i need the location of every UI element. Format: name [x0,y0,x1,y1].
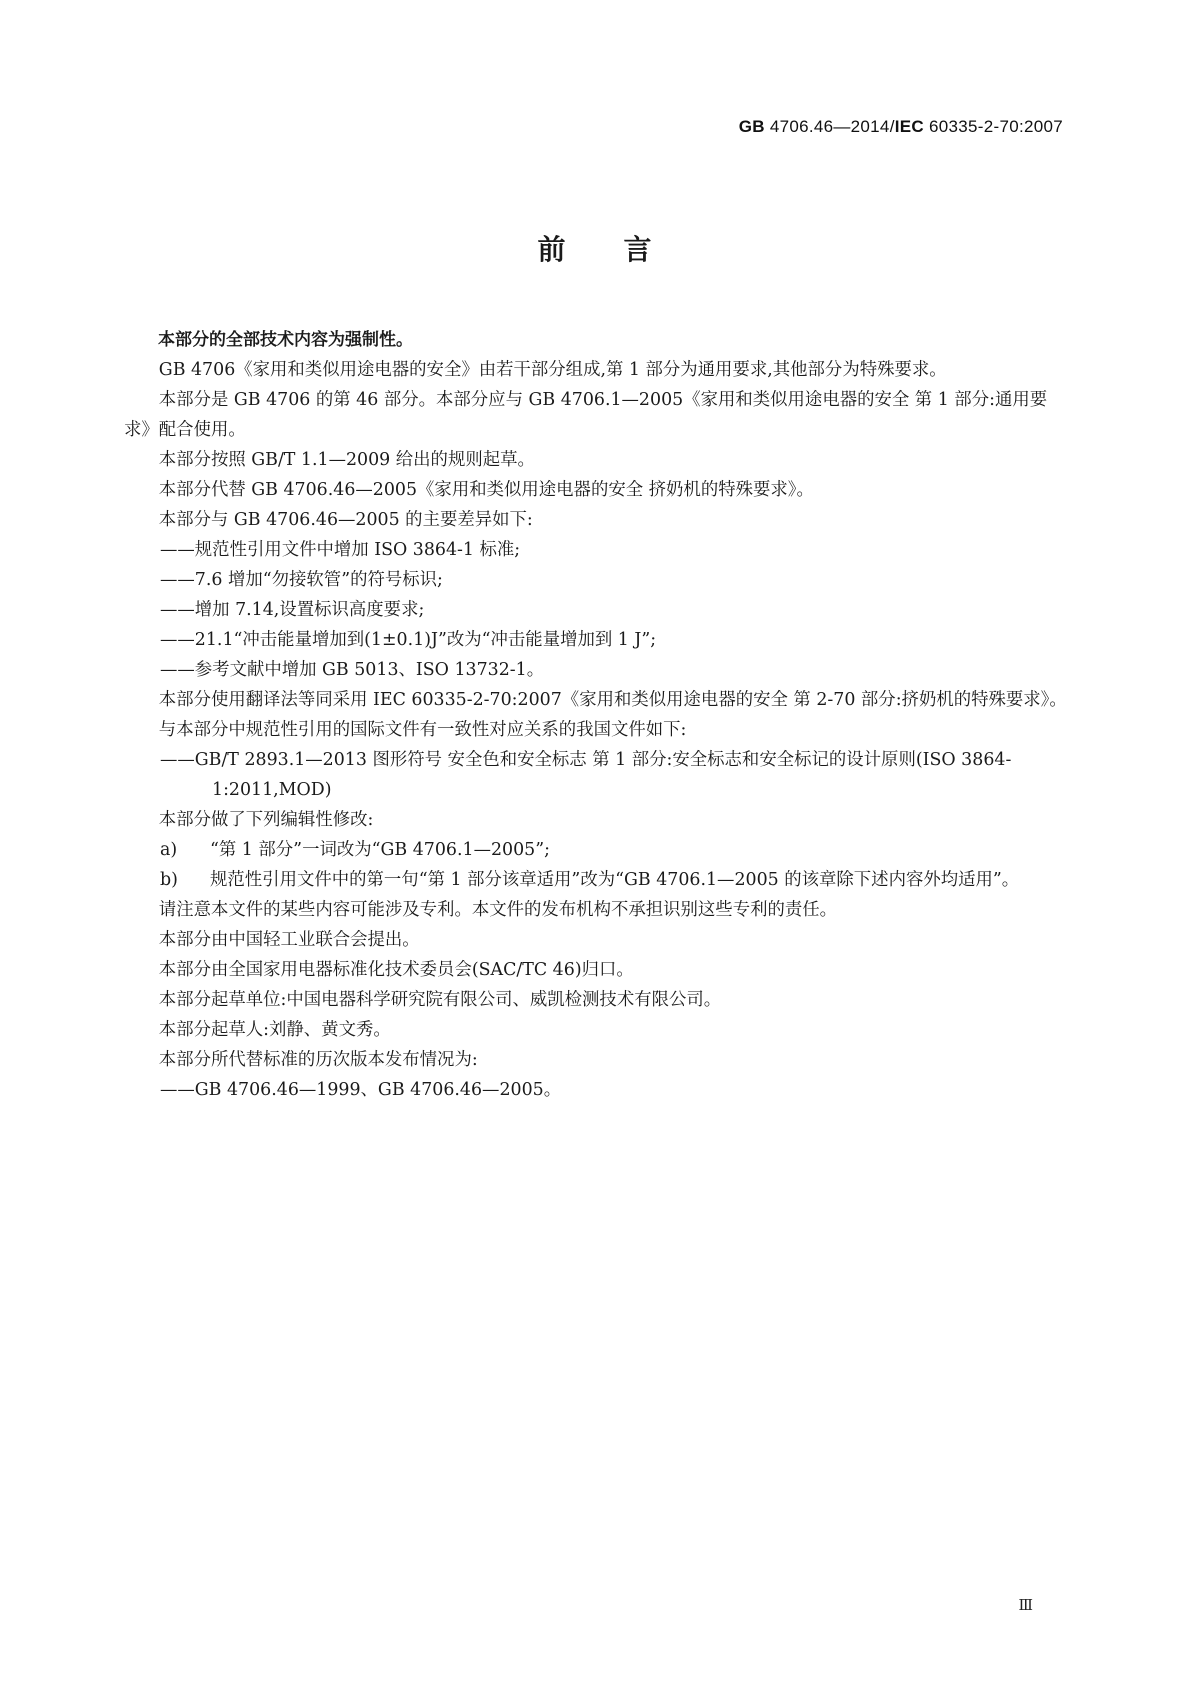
list-item: ——GB/T 2893.1—2013 图形符号 安全色和安全标志 第 1 部分:安全标志和安全标记的设计原则(ISO 3864-1:2011,MOD) [160,750,1012,800]
header-gb: GB [738,117,765,136]
list-item: ——21.1“冲击能量增加到(1±0.1)J”改为“冲击能量增加到 1 J”; [160,630,657,650]
paragraph: 本部分是 GB 4706 的第 46 部分。本部分应与 GB 4706.1—2005《家用和类似用途电器的安全 第 1 部分:通用要求》配合使用。 [124,390,1048,440]
header-iec-number: 60335-2-70:2007 [923,117,1063,136]
paragraph: 本部分做了下列编辑性修改: [158,810,374,830]
enum-label: b) [160,870,178,890]
paragraph: 本部分按照 GB/T 1.1—2009 给出的规则起草。 [158,450,535,470]
paragraph: 本部分起草单位:中国电器科学研究院有限公司、威凯检测技术有限公司。 [158,990,722,1010]
paragraph: 本部分代替 GB 4706.46—2005《家用和类似用途电器的安全 挤奶机的特殊要求》。 [158,480,814,500]
paragraph: 本部分由全国家用电器标准化技术委员会(SAC/TC 46)归口。 [158,960,634,980]
list-item: ——规范性引用文件中增加 ISO 3864-1 标准; [160,540,521,560]
paragraph: 请注意本文件的某些内容可能涉及专利。本文件的发布机构不承担识别这些专利的责任。 [158,900,838,920]
list-item: ——7.6 增加“勿接软管”的符号标识; [160,570,443,590]
enum-text: 规范性引用文件中的第一句“第 1 部分该章适用”改为“GB 4706.1—2005 的该章除下述内容外均适用”。 [210,870,1020,890]
list-item: ——GB 4706.46—1999、GB 4706.46—2005。 [160,1080,562,1100]
paragraph: 本部分起草人:刘静、黄文秀。 [158,1020,391,1040]
title-char-2: 言 [623,233,654,266]
header-gb-number: 4706.46—2014/ [764,117,895,136]
enum-label: a) [160,840,178,860]
foreword-body [124,325,1068,1105]
standard-code-header [739,117,1063,137]
title-char-1: 前 [537,233,568,266]
list-item: ——增加 7.14,设置标识高度要求; [160,600,425,620]
page-title [0,228,1191,268]
mandatory-statement: 本部分的全部技术内容为强制性。 [158,330,413,350]
paragraph: 本部分由中国轻工业联合会提出。 [158,930,420,950]
header-iec: IEC [894,117,924,136]
enum-item-b [124,865,1068,895]
paragraph: 与本部分中规范性引用的国际文件有一致性对应关系的我国文件如下: [158,720,687,740]
paragraph: 本部分使用翻译法等同采用 IEC 60335-2-70:2007《家用和类似用途电器的安全 第 2-70 部分:挤奶机的特殊要求》。 [158,690,1067,710]
enum-text: “第 1 部分”一词改为“GB 4706.1—2005”; [210,840,550,860]
enum-item-a [124,835,1068,865]
list-item: ——参考文献中增加 GB 5013、ISO 13732-1。 [160,660,545,680]
page-number: Ⅲ [1018,1596,1033,1614]
paragraph: 本部分与 GB 4706.46—2005 的主要差异如下: [158,510,533,530]
paragraph: GB 4706《家用和类似用途电器的安全》由若干部分组成,第 1 部分为通用要求,其他部分为特殊要求。 [158,360,947,380]
paragraph: 本部分所代替标准的历次版本发布情况为: [158,1050,478,1070]
